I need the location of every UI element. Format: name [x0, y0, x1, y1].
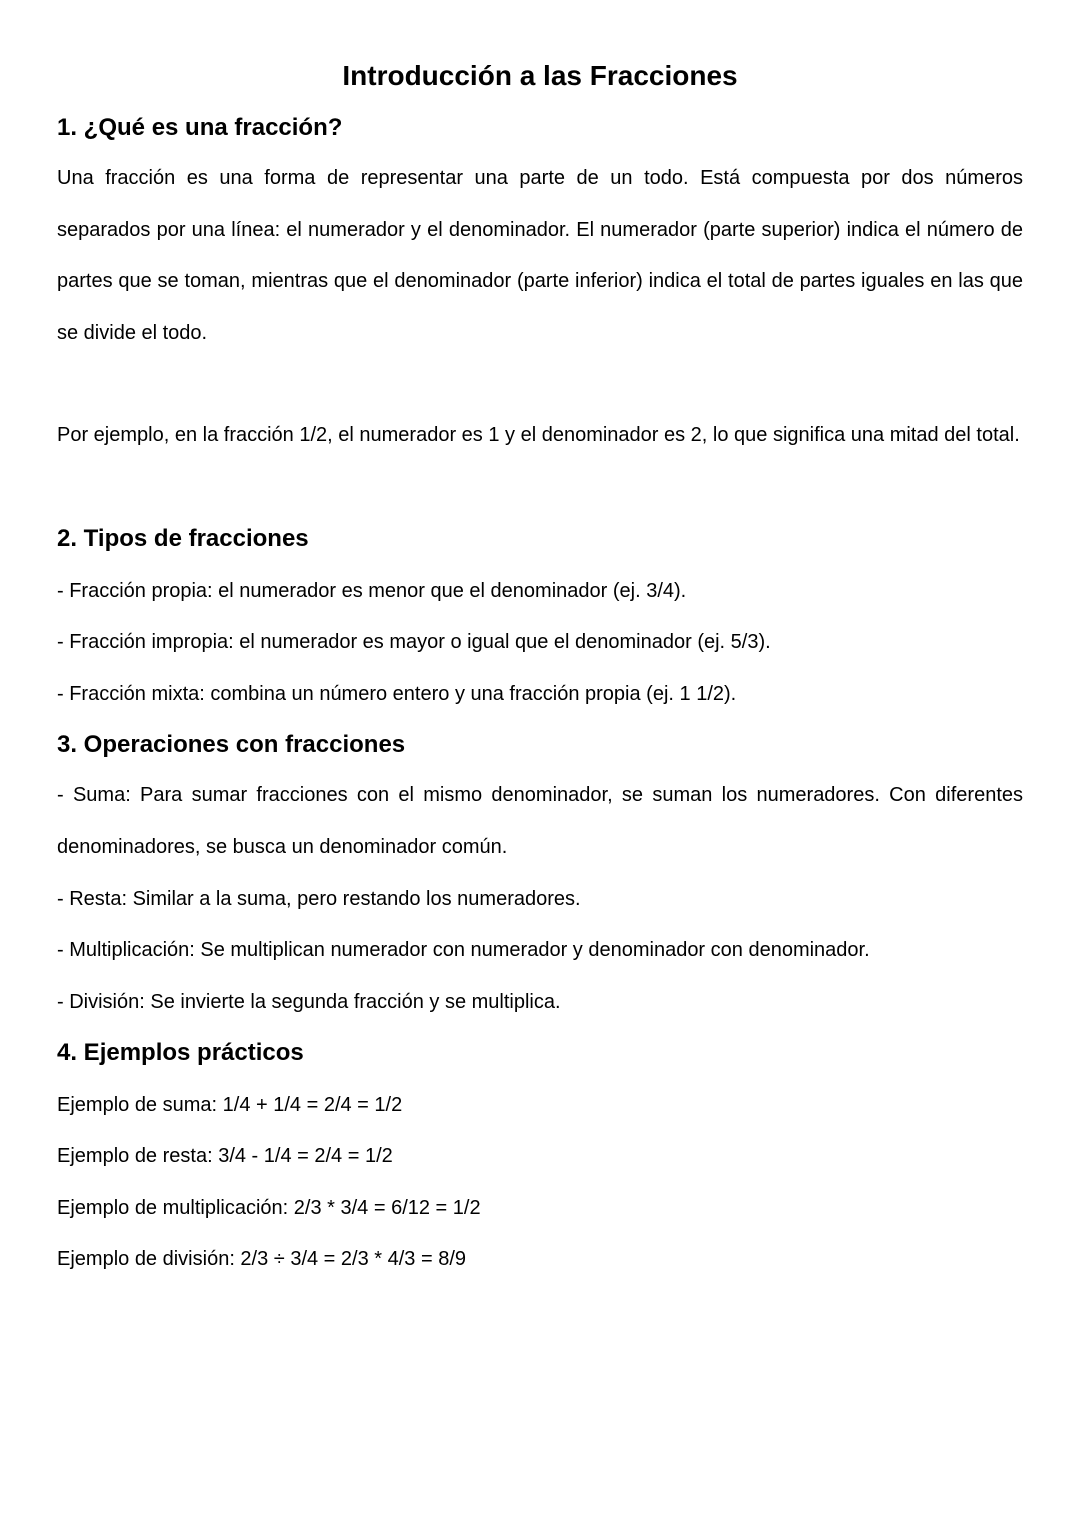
list-item-mixed-fraction: - Fracción mixta: combina un número entero y una fracción propia (ej. 1 1/2). — [57, 683, 737, 705]
list-item-multiplication: - Multiplicación: Se multiplican numerador con numerador y denominador con denominador. — [57, 939, 870, 961]
example-addition: Ejemplo de suma: 1/4 + 1/4 = 2/4 = 1/2 — [57, 1094, 403, 1116]
section-heading-examples: 4. Ejemplos prácticos — [57, 1039, 304, 1066]
example-subtraction: Ejemplo de resta: 3/4 - 1/4 = 2/4 = 1/2 — [57, 1145, 393, 1167]
list-item-addition: - Suma: Para sumar fracciones con el mismo denominador, se suman los numeradores. Con diferentes denominadores, se busca un denominador común. — [57, 784, 1023, 858]
section-heading-types: 2. Tipos de fracciones — [57, 525, 309, 552]
list-item-subtraction: - Resta: Similar a la suma, pero restando los numeradores. — [57, 888, 581, 910]
list-item-division: - División: Se invierte la segunda fracción y se multiplica. — [57, 991, 561, 1013]
paragraph-example: Por ejemplo, en la fracción 1/2, el numerador es 1 y el denominador es 2, lo que significa una mitad del total. — [57, 424, 1020, 446]
section-heading-what-is: 1. ¿Qué es una fracción? — [57, 114, 343, 141]
example-division: Ejemplo de división: 2/3 ÷ 3/4 = 2/3 * 4/3 = 8/9 — [57, 1248, 467, 1270]
example-multiplication: Ejemplo de multiplicación: 2/3 * 3/4 = 6/12 = 1/2 — [57, 1197, 481, 1219]
list-item-proper-fraction: - Fracción propia: el numerador es menor que el denominador (ej. 3/4). — [57, 580, 687, 602]
document-title: Introducción a las Fracciones — [342, 60, 738, 91]
paragraph-definition: Una fracción es una forma de representar una parte de un todo. Está compuesta por dos números separados por una línea: el numerador y el denominador. El numerador (parte superior) indica el número de partes que se toman, mientras que el denominador (parte inferior) indica el total de partes iguales en las que se divide el todo. — [57, 167, 1023, 344]
list-item-improper-fraction: - Fracción impropia: el numerador es mayor o igual que el denominador (ej. 5/3). — [57, 631, 771, 653]
section-heading-operations: 3. Operaciones con fracciones — [57, 731, 406, 758]
